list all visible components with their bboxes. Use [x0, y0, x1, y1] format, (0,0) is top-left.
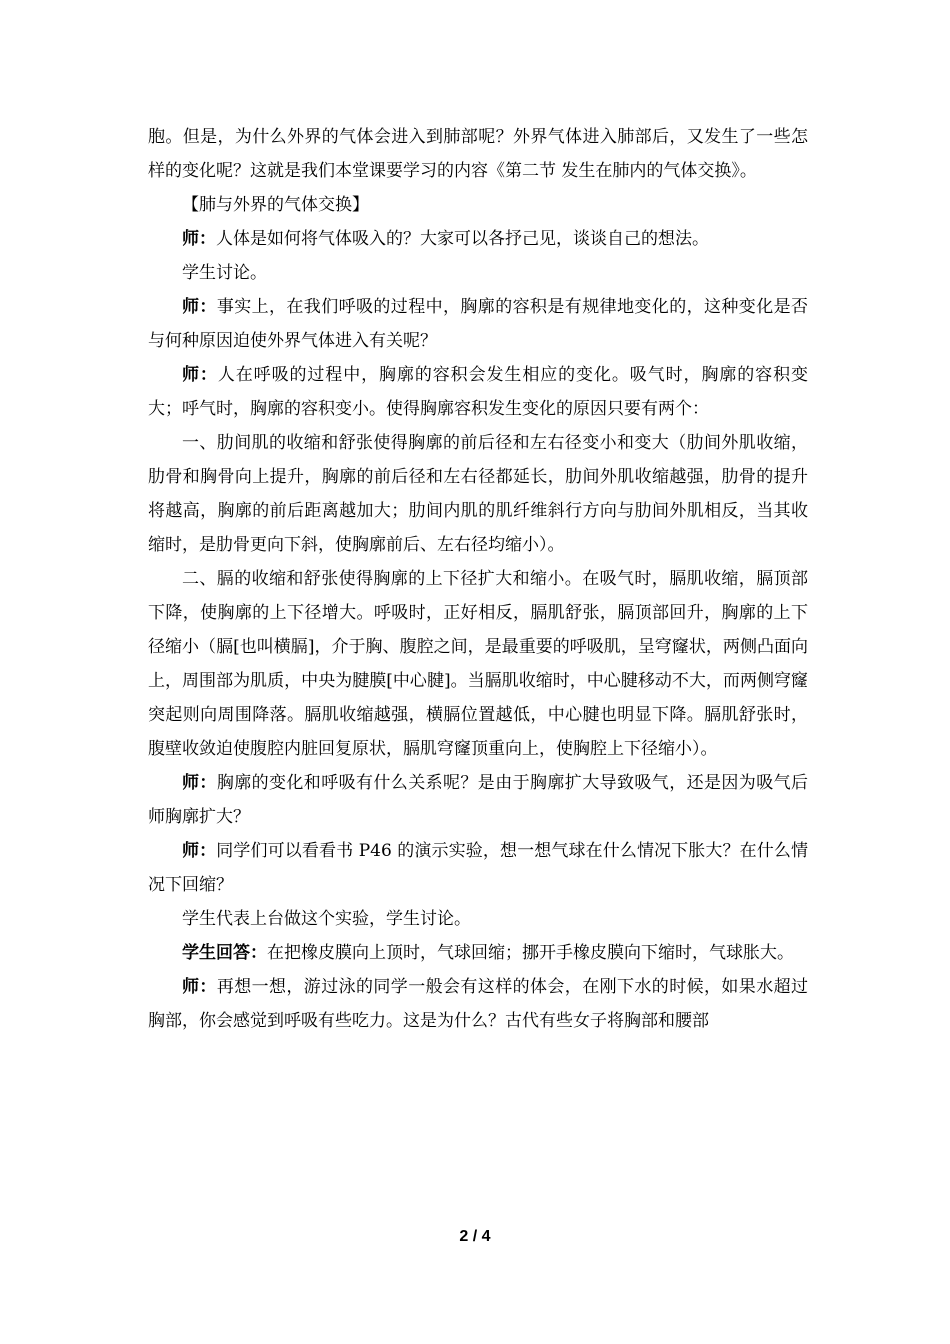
- student-activity-line: [148, 256, 808, 290]
- explanation-point-one: [148, 426, 808, 562]
- speaker-label: 师：: [182, 841, 217, 861]
- paragraph-text: 学生讨论。: [182, 263, 267, 283]
- section-heading-text: 【肺与外界的气体交换】: [182, 195, 369, 215]
- paragraph-intro-continuation: [148, 120, 808, 188]
- paragraph-text: 人在呼吸的过程中，胸廓的容积会发生相应的变化。吸气时，胸廓的容积变大；呼气时，胸廓的容积变小。使得胸廓容积发生变化的原因只要有两个：: [148, 365, 809, 419]
- teacher-line: [148, 290, 808, 358]
- page-number: 2 / 4: [459, 1228, 491, 1245]
- teacher-line: [148, 222, 808, 256]
- speaker-label: 师：: [182, 365, 218, 385]
- paragraph-text: 事实上，在我们呼吸的过程中，胸廓的容积是有规律地变化的，这种变化是否与何种原因迫使外界气体进入有关呢？: [148, 297, 809, 351]
- speaker-label: 师：: [182, 297, 217, 317]
- paragraph-text: 学生代表上台做这个实验，学生讨论。: [182, 909, 471, 929]
- paragraph-text: 再想一想，游过泳的同学一般会有这样的体会，在刚下水的时候，如果水超过胸部，你会感觉到呼吸有些吃力。这是为什么？古代有些女子将胸部和腰部: [148, 977, 809, 1031]
- paragraph-text: 同学们可以看看书 P46 的演示实验，想一想气球在什么情况下胀大？在什么情况下回缩？: [148, 841, 809, 895]
- teacher-line: [148, 766, 808, 834]
- paragraph-text: 胞。但是，为什么外界的气体会进入到肺部呢？外界气体进入肺部后，又发生了一些怎样的变化呢？这就是我们本堂课要学习的内容《第二节 发生在肺内的气体交换》。: [148, 127, 808, 181]
- paragraph-text: 胸廓的变化和呼吸有什么关系呢？是由于胸廓扩大导致吸气，还是因为吸气后师胸廓扩大？: [148, 773, 809, 827]
- paragraph-text: 在把橡皮膜向上顶时，气球回缩；挪开手橡皮膜向下缩时，气球胀大。: [267, 943, 794, 963]
- speaker-label: 师：: [182, 773, 217, 793]
- speaker-label: 学生回答：: [182, 943, 267, 963]
- document-body: [148, 120, 808, 1038]
- explanation-point-two: [148, 562, 808, 766]
- teacher-line: [148, 834, 808, 902]
- paragraph-text: 人体是如何将气体吸入的？大家可以各抒己见，谈谈自己的想法。: [216, 229, 709, 249]
- speaker-label: 师：: [182, 229, 216, 249]
- teacher-line: [148, 358, 808, 426]
- paragraph-text: 一、肋间肌的收缩和舒张使得胸廓的前后径和左右径变小和变大（肋间外肌收缩，肋骨和胸骨向上提升，胸廓的前后径和左右径都延长，肋间外肌收缩越强，肋骨的提升将越高，胸廓的前后距离越加大；肋间内肌的肌纤维斜行方向与肋间外肌相反，当其收缩时，是肋骨更向下斜，使胸廓前后、左右径均缩小）。: [148, 433, 808, 555]
- student-activity-line: [148, 902, 808, 936]
- student-answer-line: [148, 936, 808, 970]
- teacher-line: [148, 970, 808, 1038]
- paragraph-text: 二、膈的收缩和舒张使得胸廓的上下径扩大和缩小。在吸气时，膈肌收缩，膈顶部下降，使胸廓的上下径增大。呼吸时，正好相反，膈肌舒张，膈顶部回升，胸廓的上下径缩小（膈[也叫横膈]，介于胸、腹腔之间，是最重要的呼吸肌，呈穹窿状，两侧凸面向上，周围部为肌质，中央为腱膜[中心腱]。当膈肌收缩时，中心腱移动不大，而两侧穹窿突起则向周围降落。膈肌收缩越强，横膈位置越低，中心腱也明显下降。膈肌舒张时，腹壁收敛迫使腹腔内脏回复原状，膈肌穹窿顶重向上，使胸腔上下径缩小）。: [148, 569, 808, 759]
- section-heading: [148, 188, 808, 222]
- speaker-label: 师：: [182, 977, 217, 997]
